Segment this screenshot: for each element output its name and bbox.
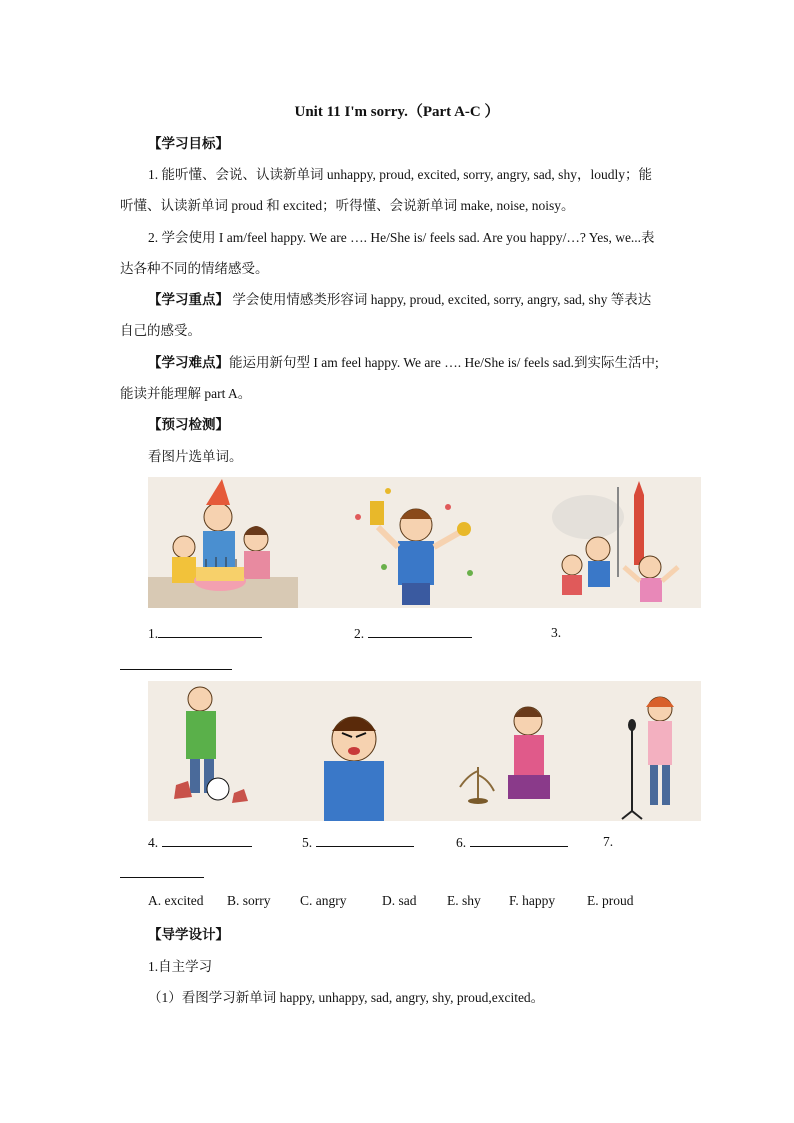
blank-5-line[interactable] <box>316 832 414 847</box>
difficulty-line1 <box>148 353 659 373</box>
goals-heading: 【学习目标】 <box>148 136 229 151</box>
picture-strip-1 <box>148 477 701 608</box>
blank-6-line[interactable] <box>470 832 568 847</box>
blank-2-line[interactable] <box>368 623 472 638</box>
blank-2[interactable] <box>354 623 472 644</box>
difficulty-text: 能运用新句型 I am feel happy. We are …. He/She is/ feels sad.到实际生活中; <box>229 355 659 370</box>
option-b: B. sorry <box>227 893 271 908</box>
angry-boy-illustration <box>324 717 384 821</box>
key-point-line1 <box>148 290 651 310</box>
blank-3-number: 3. <box>551 625 562 640</box>
blank-4[interactable] <box>148 832 252 853</box>
page-title: Unit 11 I'm sorry.（Part A-C ） <box>294 104 500 120</box>
picture-strip-1-art <box>148 477 701 608</box>
option-g: E. proud <box>587 893 634 908</box>
blank-5[interactable] <box>302 832 414 853</box>
preview-heading: 【预习检测】 <box>148 417 229 432</box>
goals-item1-line2: 听懂、认读新单词 proud 和 excited；听得懂、会说新单词 make, noise, noisy。 <box>120 198 575 213</box>
key-point-heading: 【学习重点】 <box>148 292 229 307</box>
difficulty-heading: 【学习难点】 <box>148 355 229 370</box>
key-point-text: 学会使用情感类形容词 happy, proud, excited, sorry, angry, sad, shy 等表达 <box>229 292 652 307</box>
blank-6[interactable] <box>456 832 568 853</box>
option-c: C. angry <box>300 893 347 908</box>
preview-instruction: 看图片选单词。 <box>148 449 243 464</box>
option-f: F. happy <box>509 893 556 908</box>
blank-1-number: 1. <box>148 626 159 641</box>
guide-sub1-item1: （1）看图学习新单词 happy, unhappy, sad, angry, shy, proud,excited。 <box>148 990 545 1005</box>
option-a: A. excited <box>148 893 204 908</box>
blank-4-line[interactable] <box>162 832 252 847</box>
blank-1-line[interactable] <box>158 623 262 638</box>
goals-item2-line2: 达各种不同的情绪感受。 <box>120 261 269 276</box>
blank-7-number: 7. <box>603 834 614 849</box>
blank-1[interactable] <box>148 623 262 644</box>
option-e: E. shy <box>447 893 481 908</box>
key-point-line2: 自己的感受。 <box>120 323 201 338</box>
goals-item1-line1: 1. 能听懂、会说、认读新单词 unhappy, proud, excited, sorry, angry, sad, shy，loudly；能 <box>148 167 652 182</box>
difficulty-line2: 能读并能理解 part A。 <box>120 386 252 401</box>
picture-strip-2-art <box>148 681 701 821</box>
blank-3-line[interactable] <box>120 669 232 670</box>
blank-6-number: 6. <box>456 835 467 850</box>
option-d: D. sad <box>382 893 417 908</box>
blank-5-number: 5. <box>302 835 313 850</box>
guide-heading: 【导学设计】 <box>148 927 229 942</box>
goals-item2-line1: 2. 学会使用 I am/feel happy. We are …. He/She is/ feels sad. Are you happy/…? Yes, we...表 <box>148 230 655 245</box>
blank-7-line[interactable] <box>120 877 204 878</box>
blank-2-number: 2. <box>354 626 365 641</box>
blank-4-number: 4. <box>148 835 159 850</box>
picture-strip-2 <box>148 681 701 821</box>
guide-sub1: 1.自主学习 <box>148 959 213 974</box>
